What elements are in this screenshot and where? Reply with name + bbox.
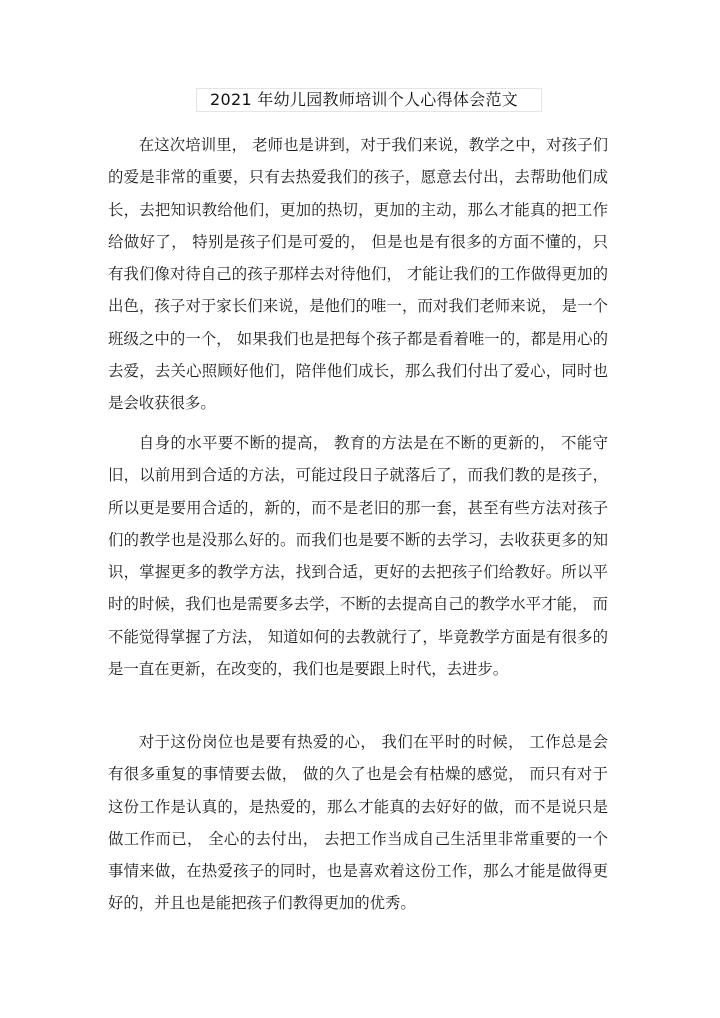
page-title: 2021 年幼儿园教师培训个人心得体会范文 <box>210 90 519 109</box>
paragraph-3: 对于这份岗位也是要有热爱的心， 我们在平时的时候， 工作总是会有很多重复的事情要去做， 做的久了也是会有枯燥的感觉， 而只有对于这份工作是认真的，是热爱的，那么才能真的去好好的做，而不是说只是做工作而已， 全心的去付出， 去把工作当成自己生活里非常重要的一个事情来做，在热爱孩子的同时，也是喜欢着这份工作，那么才能是做得更好的，并且也是能把孩子们教得更加的优秀。 <box>108 733 608 913</box>
paragraph-1: 在这次培训里， 老师也是讲到，对于我们来说，教学之中，对孩子们的爱是非常的重要，只有去热爱我们的孩子，愿意去付出，去帮助他们成长，去把知识教给他们，更加的热切，更加的主动，那么才能真的把工作给做好了， 特别是孩子们是可爱的， 但是也是有很多的方面不懂的，只有我们像对待自己的孩子那样去对待他们， 才能让我们的工作做得更加的出色，孩子对于家长们来说，是他们的唯一，而对我们老师来说， 是一个班级之中的一个， 如果我们也是把每个孩子都是看着唯一的，都是用心的去爱，去关心照顾好他们，陪伴他们成长，那么我们付出了爱心，同时也是会收获很多。 <box>108 136 608 413</box>
paragraph-2: 自身的水平要不断的提高， 教育的方法是在不断的更新的， 不能守旧，以前用到合适的方法，可能过段日子就落后了，而我们教的是孩子，所以更是要用合适的，新的，而不是老旧的那一套，甚至有些方法对孩子们的教学也是没那么好的。而我们也是要不断的去学习，去收获更多的知识，掌握更多的教学方法，找到合适，更好的去把孩子们给教好。所以平时的时候，我们也是需要多去学，不断的去提高自己的教学水平才能， 而不能觉得掌握了方法， 知道如何的去教就行了，毕竟教学方面是有很多的是一直在更新，在改变的，我们也是要跟上时代，去进步。 <box>108 434 608 679</box>
